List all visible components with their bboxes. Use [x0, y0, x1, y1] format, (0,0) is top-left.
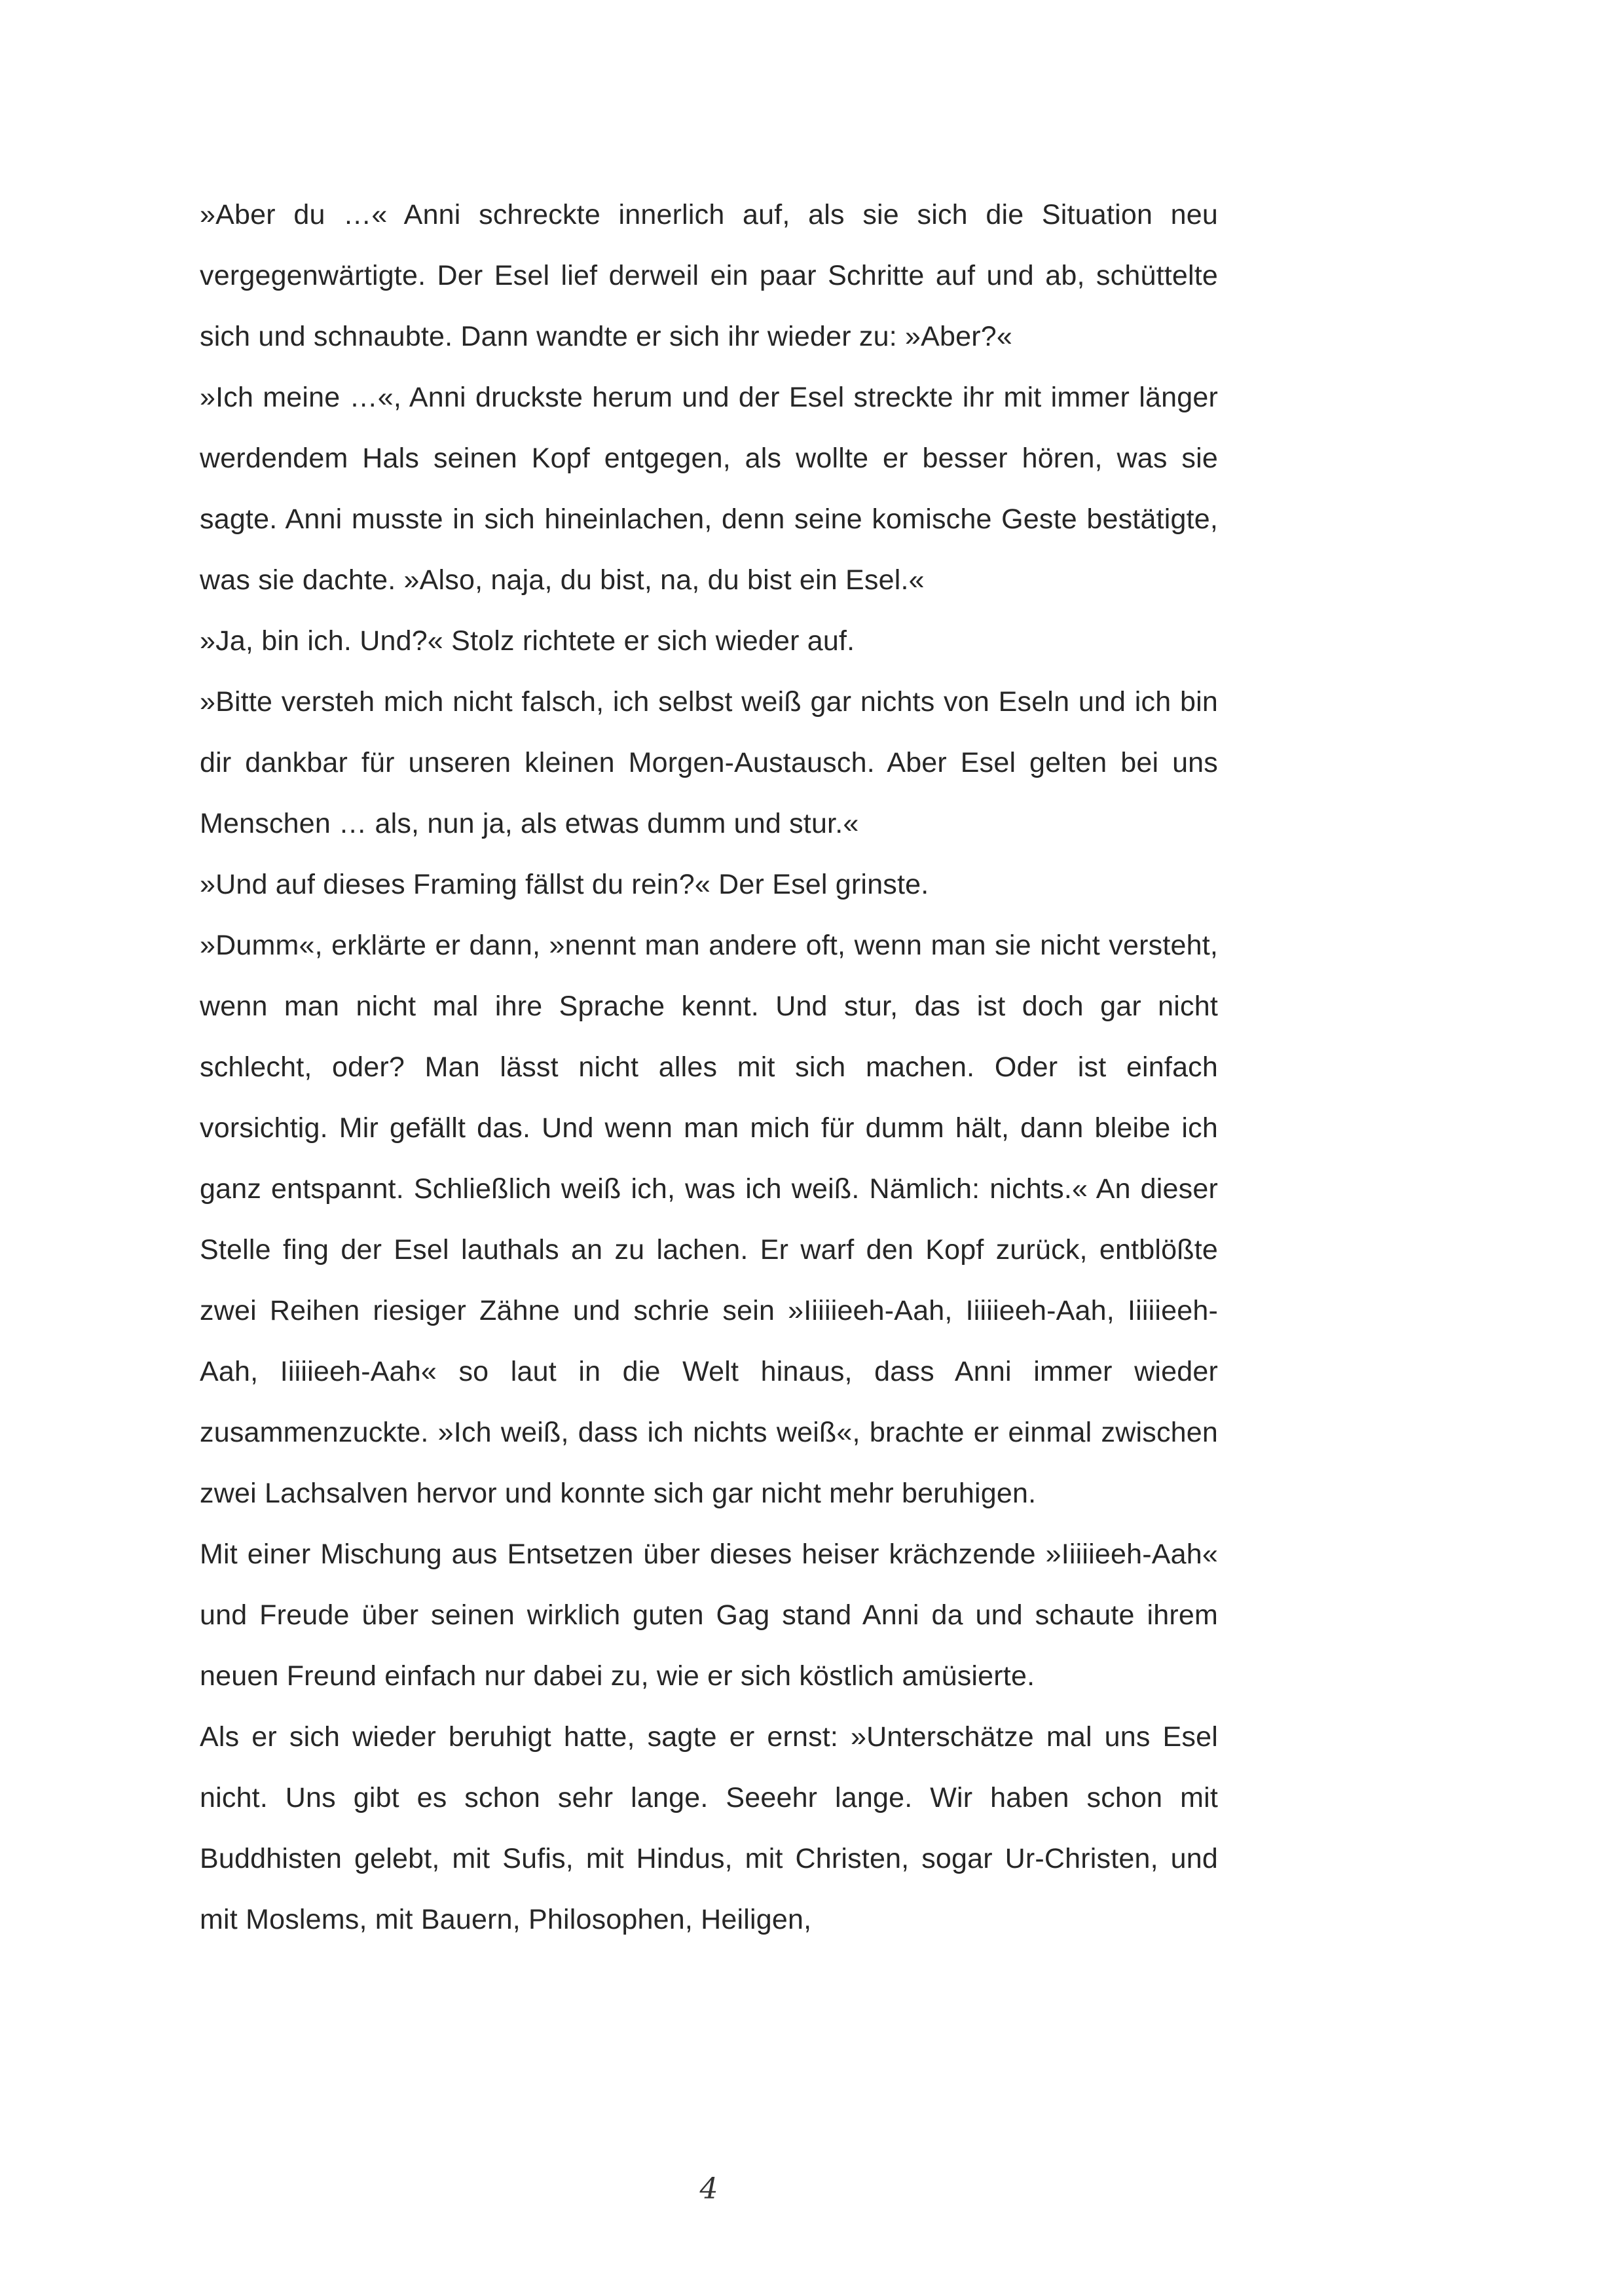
paragraph: »Dumm«, erklärte er dann, »nennt man andere oft, wenn man sie nicht versteht, wenn man nicht mal ihre Sprache kennt. Und stur, das ist doch gar nicht schlecht, oder? Man lässt nicht alles mit sich machen. Oder ist einfach vorsichtig. Mir gefällt das. Und wenn man mich für dumm hält, dann bleibe ich ganz entspannt. Schließlich weiß ich, was ich weiß. Nämlich: nichts.« An dieser Stelle fing der Esel lauthals an zu lachen. Er warf den Kopf zurück, entblößte zwei Reihen riesiger Zähne und schrie sein »Iiiiieeh-Aah, Iiiiieeh-Aah, Iiiiieeh-Aah, Iiiiieeh-Aah« so laut in die Welt hinaus, dass Anni immer wieder zusammenzuckte. »Ich weiß, dass ich nichts weiß«, brachte er einmal zwischen zwei Lachsalven hervor und konnte sich gar nicht mehr beruhigen. — [200, 930, 1218, 1509]
paragraph: Als er sich wieder beruhigt hatte, sagte er ernst: »Unterschätze mal uns Esel nicht. Uns gibt es schon sehr lange. Seeehr lange. Wir haben schon mit Buddhisten gelebt, mit Sufis, mit Hindus, mit Christen, sogar Ur-Christen, und mit Moslems, mit Bauern, Philosophen, Heiligen, — [200, 1721, 1218, 1935]
paragraph: »Ja, bin ich. Und?« Stolz richtete er sich wieder auf. — [200, 625, 855, 657]
paragraph: »Und auf dieses Framing fällst du rein?« Der Esel grinste. — [200, 869, 929, 900]
paragraph: Mit einer Mischung aus Entsetzen über dieses heiser krächzende »Iiiiieeh-Aah« und Freude über seinen wirklich guten Gag stand Anni da und schaute ihrem neuen Freund einfach nur dabei zu, wie er sich köstlich amüsierte. — [200, 1539, 1218, 1692]
paragraph: »Ich meine …«, Anni druckste herum und der Esel streckte ihr mit immer länger werdendem Hals seinen Kopf entgegen, als wollte er besser hören, was sie sagte. Anni musste in sich hineinlachen, denn seine komische Geste bestätigte, was sie dachte. »Also, naja, du bist, na, du bist ein Esel.« — [200, 382, 1218, 596]
paragraph: »Bitte versteh mich nicht falsch, ich selbst weiß gar nichts von Eseln und ich bin dir dankbar für unseren kleinen Morgen-Austausch. Aber Esel gelten bei uns Menschen … als, nun ja, als etwas dumm und stur.« — [200, 686, 1218, 839]
page-number: 4 — [699, 2172, 718, 2206]
paragraph: »Aber du …« Anni schreckte innerlich auf, als sie sich die Situation neu vergegenwärtigte. Der Esel lief derweil ein paar Schritte auf und ab, schüttelte sich und schnaubte. Dann wandte er sich ihr wieder zu: »Aber?« — [200, 199, 1218, 352]
body-text — [200, 185, 1218, 1950]
